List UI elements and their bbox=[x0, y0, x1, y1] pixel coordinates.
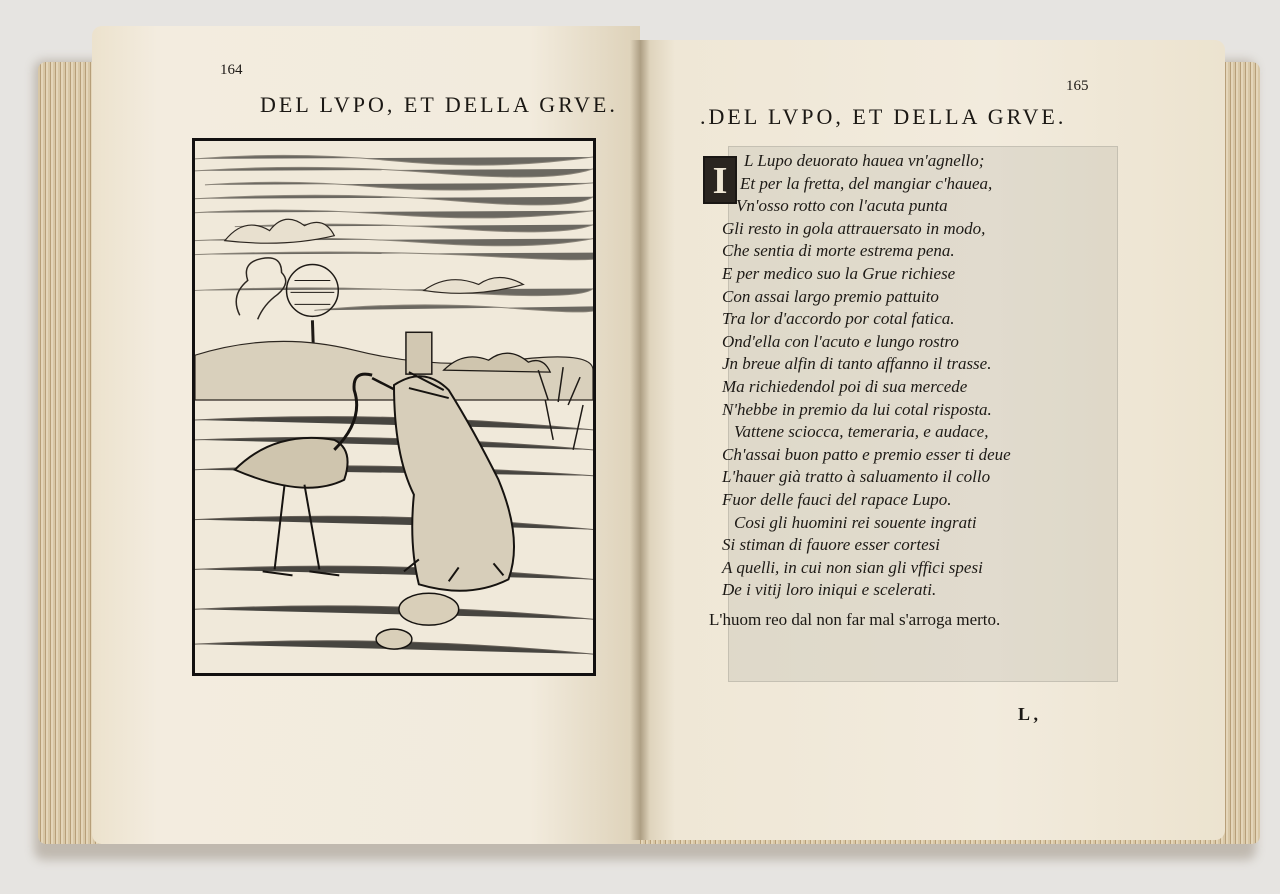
left-page-number: 164 bbox=[220, 62, 243, 78]
poem-line: Jn breue alfin di tanto affanno il trasse. bbox=[722, 354, 992, 374]
poem-line: Ch'assai buon patto e premio esser ti deue bbox=[722, 444, 1011, 464]
poem-line: L Lupo deuorato hauea vn'agnello; bbox=[744, 151, 985, 170]
poem-line: Et per la fretta, del mangiar c'hauea, bbox=[740, 173, 993, 193]
poem-line: Gli resto in gola attrauersato in modo, bbox=[722, 218, 986, 238]
poem-line: A quelli, in cui non sian gli vffici spesi bbox=[722, 557, 983, 577]
right-page-number: 165 bbox=[1066, 78, 1089, 94]
poem-line: E per medico suo la Grue richiese bbox=[722, 263, 956, 283]
book-gutter bbox=[630, 40, 650, 840]
poem-line: Con assai largo premio pattuito bbox=[722, 286, 939, 306]
poem-line: Ma richiedendol poi di sua mercede bbox=[722, 376, 968, 396]
left-page-heading: DEL LVPO, ET DELLA GRVE. bbox=[260, 92, 618, 117]
poem-line: L'hauer già tratto à saluamento il collo bbox=[722, 467, 991, 487]
poem-line: Si stiman di fauore esser cortesi bbox=[722, 535, 940, 555]
poem-line: Tra lor d'accordo por cotal fatica. bbox=[722, 309, 955, 329]
drop-cap: I bbox=[703, 156, 737, 204]
poem-line: Vn'osso rotto con l'acuta punta bbox=[736, 196, 948, 216]
woodcut-image bbox=[195, 141, 593, 673]
poem-line: Vattene sciocca, temeraria, e audace, bbox=[734, 422, 989, 442]
poem-line: Che sentia di morte estrema pena. bbox=[722, 241, 955, 261]
signature-mark: L , bbox=[1018, 704, 1039, 724]
poem-line: N'hebbe in premio da lui cotal risposta. bbox=[722, 399, 992, 419]
poem-line: Cosi gli huomini rei souente ingrati bbox=[734, 512, 977, 532]
poem-line: Fuor delle fauci del rapace Lupo. bbox=[722, 489, 952, 509]
poem-text bbox=[722, 150, 1011, 602]
right-page-heading: .DEL LVPO, ET DELLA GRVE. bbox=[700, 104, 1067, 129]
woodcut-illustration bbox=[192, 138, 596, 676]
motto: L'huom reo dal non far mal s'arroga merto. bbox=[709, 610, 1001, 629]
poem-line: De i vitij loro iniqui e scelerati. bbox=[722, 580, 937, 600]
poem-line: Ond'ella con l'acuto e lungo rostro bbox=[722, 331, 959, 351]
